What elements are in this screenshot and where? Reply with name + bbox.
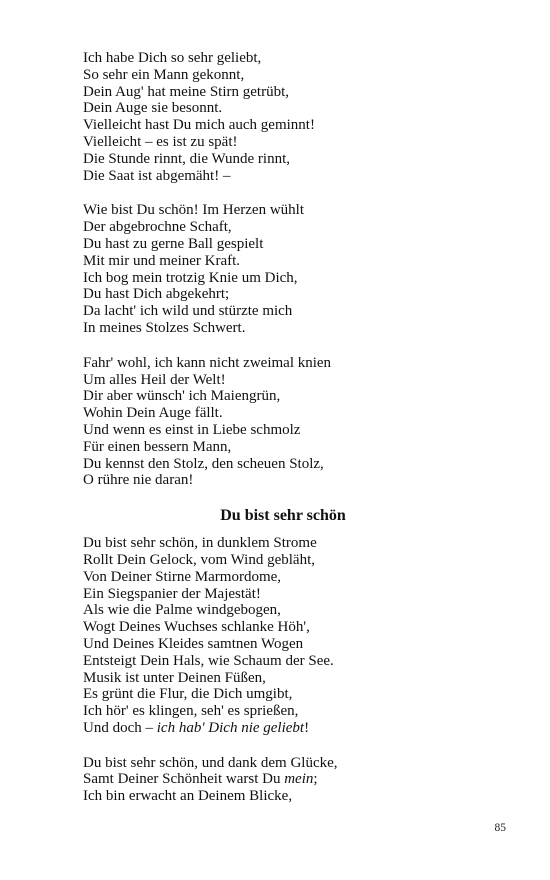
poem1-stanza-1 xyxy=(83,50,483,184)
page-number: 85 xyxy=(494,822,506,834)
verse-line: Für einen bessern Mann, xyxy=(83,438,232,455)
verse-line: Wohin Dein Auge fällt. xyxy=(83,405,223,422)
verse-line: Vielleicht – es ist zu spät! xyxy=(83,133,238,150)
verse-line xyxy=(83,720,483,737)
verse-line: Die Stunde rinnt, die Wunde rinnt, xyxy=(83,150,291,167)
verse-line: Und wenn es einst in Liebe schmolz xyxy=(83,421,301,438)
poem1-stanza-3 xyxy=(83,355,483,489)
verse-line: Mit mir und meiner Kraft. xyxy=(83,252,241,269)
verse-line: Die Saat ist abgemäht! – xyxy=(83,167,231,184)
verse-line: Als wie die Palme windgebogen, xyxy=(83,602,281,619)
page-text xyxy=(83,50,483,823)
poem1-stanza-2 xyxy=(83,202,483,336)
verse-line: Rollt Dein Gelock, vom Wind gebläht, xyxy=(83,551,316,568)
verse-line: So sehr ein Mann gekonnt, xyxy=(83,66,245,83)
italic-text: ich hab' Dich nie geliebt xyxy=(156,719,305,736)
verse-line: Wie bist Du schön! Im Herzen wühlt xyxy=(83,202,305,219)
poem2-stanza-2 xyxy=(83,755,483,805)
verse-line: Es grünt die Flur, die Dich umgibt, xyxy=(83,686,293,703)
verse-line: Ich bin erwacht an Deinem Blicke, xyxy=(83,788,293,805)
verse-line: Musik ist unter Deinen Füßen, xyxy=(83,669,266,686)
verse-line: Ich habe Dich so sehr geliebt, xyxy=(83,50,262,66)
verse-line: Dein Aug' hat meine Stirn getrübt, xyxy=(83,83,290,100)
verse-text: ; xyxy=(313,771,318,788)
italic-text: mein xyxy=(284,771,314,788)
verse-line: Du hast Dich abgekehrt; xyxy=(83,286,230,303)
verse-line: Entsteigt Dein Hals, wie Schaum der See. xyxy=(83,652,334,669)
poem-title: Du bist sehr schön xyxy=(220,507,346,525)
poem2-stanza-1 xyxy=(83,535,483,737)
verse-line: Und Deines Kleides samtnen Wogen xyxy=(83,635,304,652)
verse-line: Du hast zu gerne Ball gespielt xyxy=(83,235,264,252)
verse-text: Und doch – xyxy=(83,719,157,736)
verse-line: Du bist sehr schön, in dunklem Strome xyxy=(83,535,317,552)
verse-line: Du kennst den Stolz, den scheuen Stolz, xyxy=(83,455,324,472)
verse-line: O rühre nie daran! xyxy=(83,472,194,489)
verse-line: In meines Stolzes Schwert. xyxy=(83,319,246,336)
verse-line: Ich bog mein trotzig Knie um Dich, xyxy=(83,269,298,286)
verse-line: Ich hör' es klingen, seh' es sprießen, xyxy=(83,703,299,720)
verse-line: Du bist sehr schön, und dank dem Glücke, xyxy=(83,754,338,771)
verse-line: Fahr' wohl, ich kann nicht zweimal knien xyxy=(83,354,332,371)
verse-text: Samt Deiner Schönheit warst Du xyxy=(83,771,285,788)
verse-text: ! xyxy=(304,719,310,736)
verse-line: Vielleicht hast Du mich auch geminnt! xyxy=(83,117,315,134)
verse-line: Da lacht' ich wild und stürzte mich xyxy=(83,303,293,320)
verse-line: Von Deiner Stirne Marmordome, xyxy=(83,568,282,585)
verse-line: Wogt Deines Wuchses schlanke Höh', xyxy=(83,619,310,636)
verse-line: Der abgebrochne Schaft, xyxy=(83,219,232,236)
verse-line: Um alles Heil der Welt! xyxy=(83,371,226,388)
verse-line: Ein Siegspanier der Majestät! xyxy=(83,585,261,602)
verse-line: Dir aber wünsch' ich Maiengrün, xyxy=(83,388,281,405)
verse-line: Dein Auge sie besonnt. xyxy=(83,100,223,117)
verse-line xyxy=(83,771,483,788)
